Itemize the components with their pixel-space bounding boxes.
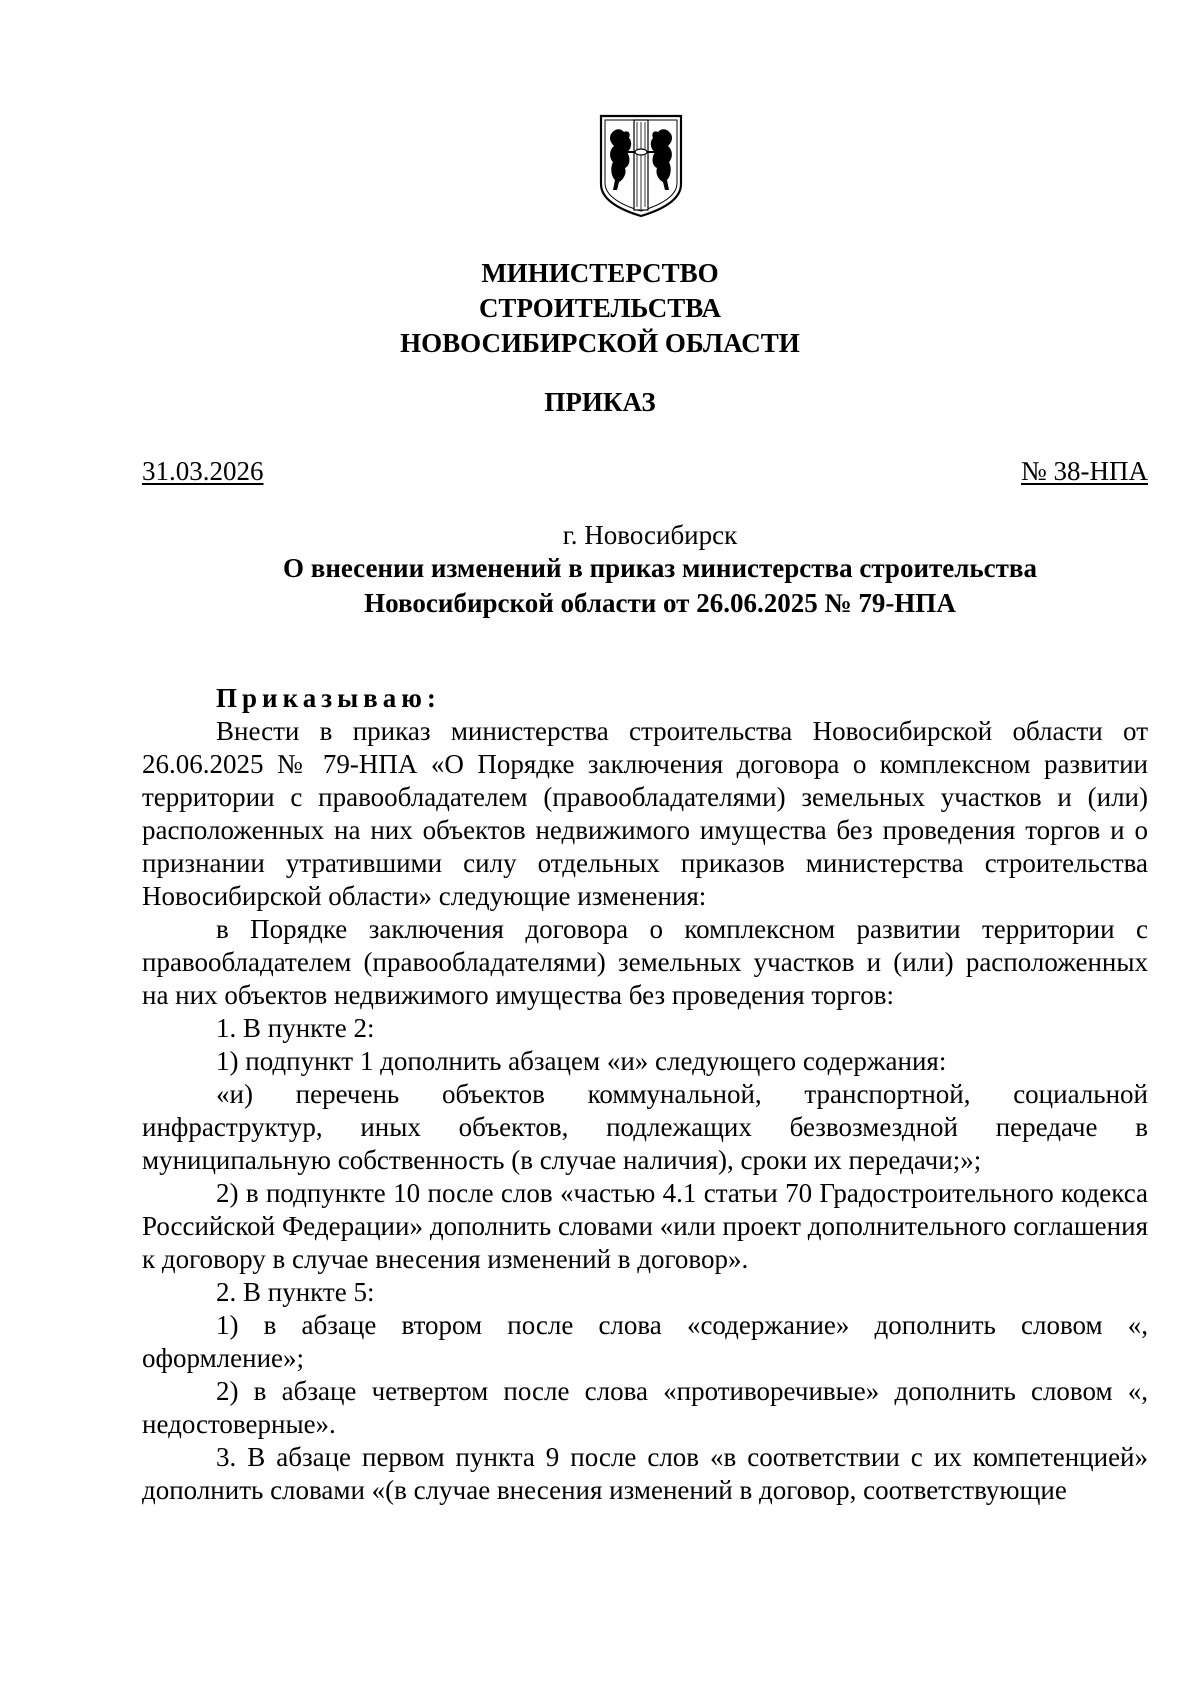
paragraph: Внести в приказ министерства строительства Новосибирской области от 26.06.2025 № 79-НПА «О Порядке заключения договора о комплексном развитии территории с правообладателем (правообладателями) земельных участков и (или) расположенных на них объектов недвижимого имущества без проведения торгов и о признании утратившими силу отдельных приказов министерства строительства Новосибирской области» следующие изменения:	[142, 716, 1148, 911]
document-title-line-1: О внесении изменений в приказ министерства строительства	[282, 553, 1038, 583]
paragraph: 2) в подпункте 10 после слов «частью 4.1 статьи 70 Градостроительного кодекса Российской Федерации» дополнить словами «или проект дополнительного соглашения к договору в случае внесения изменений в договор».	[142, 1178, 1148, 1274]
ministry-name	[0, 256, 1200, 361]
paragraph: 1) подпункт 1 дополнить абзацем «и» следующего содержания:	[216, 1046, 947, 1076]
ministry-line-3: НОВОСИБИРСКОЙ ОБЛАСТИ	[400, 328, 800, 358]
order-lead: Приказываю:	[216, 683, 441, 713]
paragraph: 2. В пункте 5:	[216, 1277, 375, 1307]
ministry-line-2: СТРОИТЕЛЬСТВА	[478, 293, 722, 323]
paragraph: в Порядке заключения договора о комплексном развитии территории с правообладателем (правообладателями) земельных участков и (или) расположенных на них объектов недвижимого имущества без проведения торгов:	[142, 914, 1148, 1010]
paragraph: 3. В абзаце первом пункта 9 после слов «в соответствии с их компетенцией» дополнить словами «(в случае внесения изменений в договор, соответствующие	[142, 1442, 1148, 1505]
document-date: 31.03.2026	[142, 456, 264, 486]
paragraph: 1) в абзаце втором после слова «содержание» дополнить словом «, оформление»;	[142, 1310, 1148, 1373]
document-title-line-2: Новосибирской области от 26.06.2025 № 79-НПА	[364, 588, 956, 618]
ministry-line-1: МИНИСТЕРСТВО	[481, 258, 719, 288]
coat-of-arms-icon	[597, 112, 685, 220]
document-number: № 38-НПА	[1021, 456, 1148, 486]
city: г. Новосибирск	[562, 520, 738, 550]
document-body	[142, 682, 1148, 1507]
document-type: ПРИКАЗ	[544, 387, 656, 417]
paragraph: 1. В пункте 2:	[216, 1013, 375, 1043]
paragraph: 2) в абзаце четвертом после слова «противоречивые» дополнить словом «, недостоверные».	[142, 1376, 1148, 1439]
paragraph: «и) перечень объектов коммунальной, транспортной, социальной инфраструктур, иных объектов, подлежащих безвозмездной передаче в муниципальную собственность (в случае наличия), сроки их передачи;»;	[142, 1079, 1148, 1175]
document-title	[180, 551, 1140, 621]
